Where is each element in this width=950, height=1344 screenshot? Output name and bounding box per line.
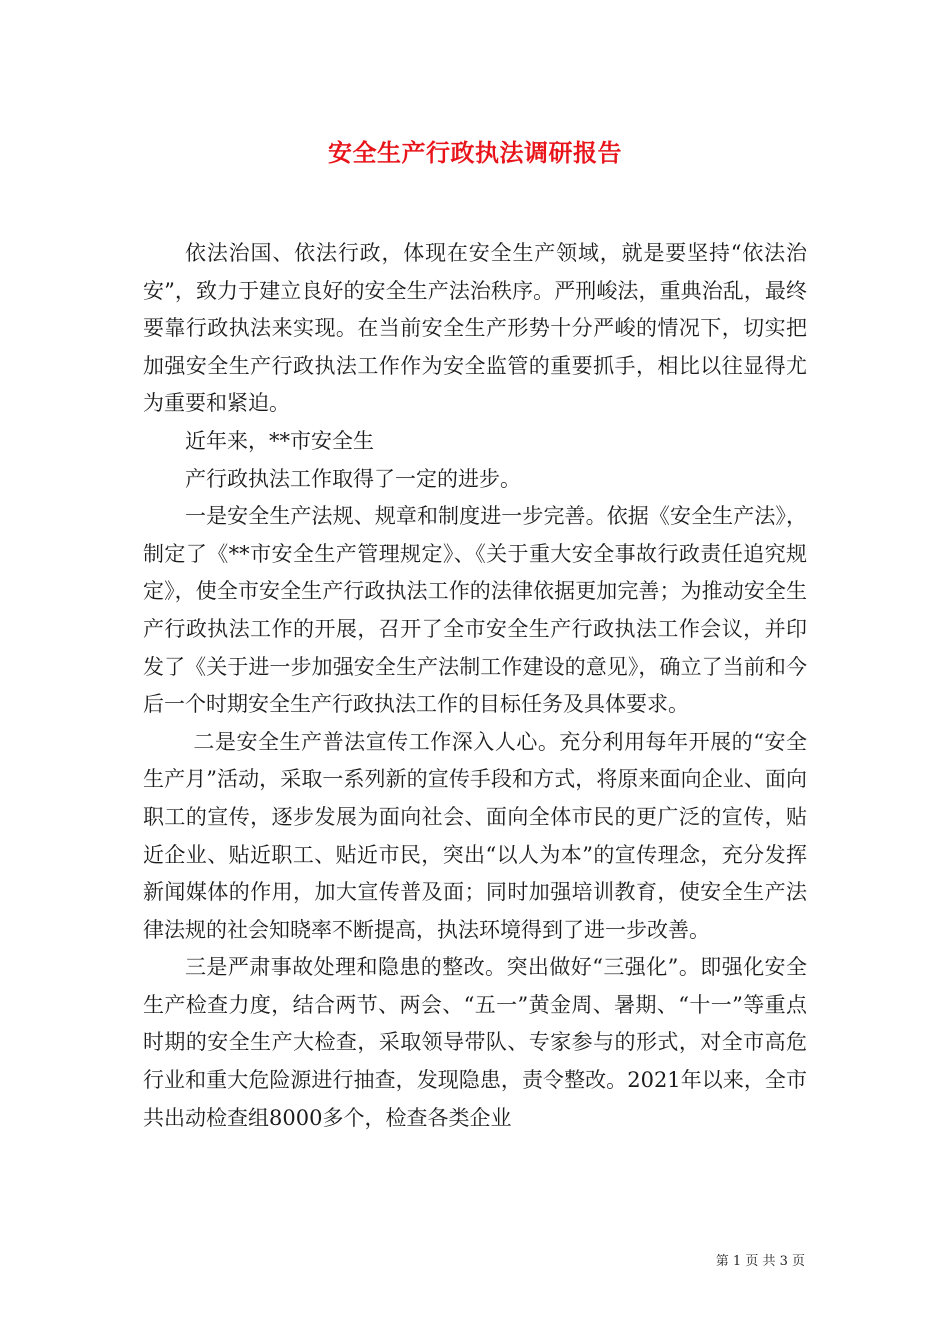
paragraph-recent-years-b: 产行政执法工作取得了一定的进步。 [185, 466, 521, 491]
paragraph-recent-years-a: 近年来，**市安全生 [185, 428, 374, 453]
paragraph-intro: 依法治国、依法行政，体现在安全生产领域，就是要坚持“依法治安”，致力于建立良好的安全生产法治秩序。严刑峻法，重典治乱，最终要靠行政执法来实现。在当前安全生产形势十分严峻的情况下，切实把加强安全生产行政执法工作作为安全监管的重要抓手，相比以往显得尤为重要和紧迫。 [143, 241, 807, 416]
paragraph-point-one: 一是安全生产法规、规章和制度进一步完善。依据《安全生产法》，制定了《**市安全生产管理规定》、《关于重大安全事故行政责任追究规定》，使全市安全生产行政执法工作的法律依据更加完善；为推动安全生产行政执法工作的开展，召开了全市安全生产行政执法工作会议，并印发了《关于进一步加强安全生产法制工作建设的意见》，确立了当前和今后一个时期安全生产行政执法工作的目标任务及具体要求。 [143, 504, 807, 717]
page-number-footer: 第 1 页 共 3 页 [715, 1254, 805, 1269]
document-body [143, 235, 807, 1137]
paragraph-point-three: 三是严肃事故处理和隐患的整改。突出做好“三强化”。即强化安全生产检查力度，结合两节、两会、“五一”黄金周、暑期、“十一”等重点时期的安全生产大检查，采取领导带队、专家参与的形式，对全市高危行业和重大危险源进行抽查，发现隐患，责令整改。2021年以来，全市共出动检查组8000多个，检查各类企业 [143, 955, 807, 1130]
document-title: 安全生产行政执法调研报告 [328, 138, 622, 167]
paragraph-point-two: 二是安全生产普法宣传工作深入人心。充分利用每年开展的“安全生产月”活动，采取一系列新的宣传手段和方式，将原来面向企业、面向职工的宣传，逐步发展为面向社会、面向全体市民的更广泛的宣传，贴近企业、贴近职工、贴近市民，突出“以人为本”的宣传理念，充分发挥新闻媒体的作用，加大宣传普及面；同时加强培训教育，使安全生产法律法规的社会知晓率不断提高，执法环境得到了进一步改善。 [143, 729, 807, 942]
